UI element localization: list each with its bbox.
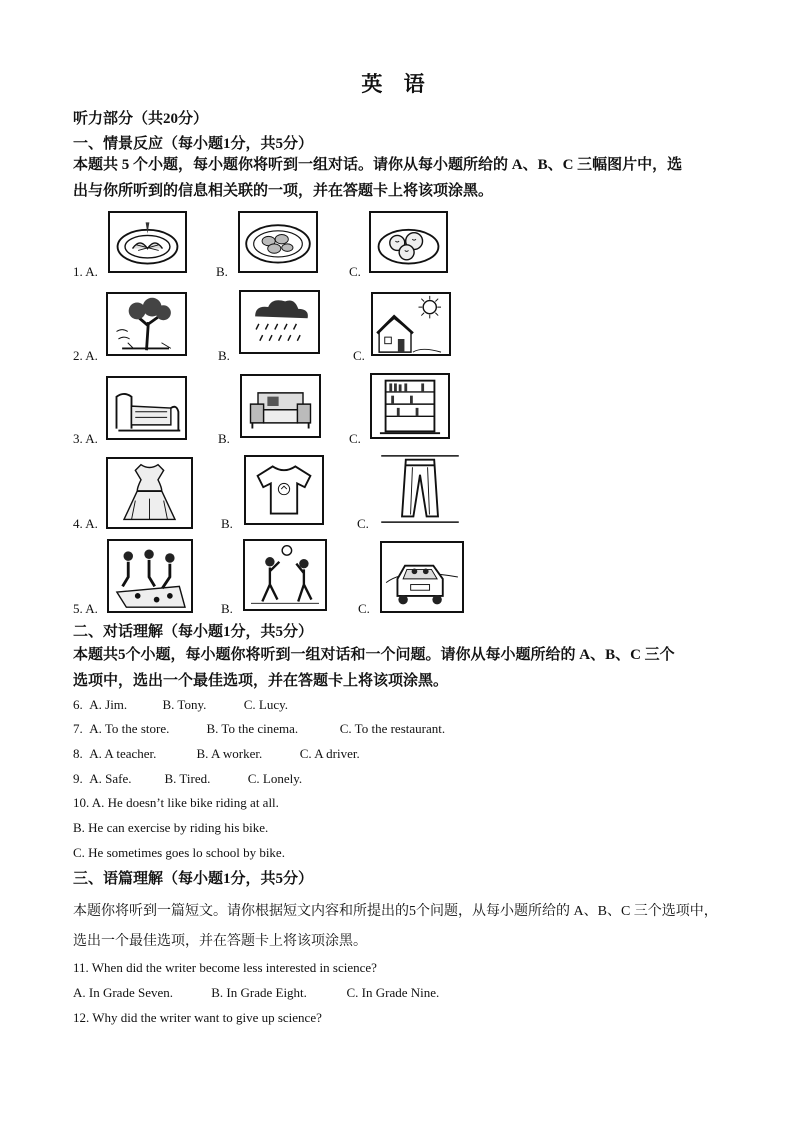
sunny-house-icon: [371, 292, 451, 356]
row5-label-c: C.: [358, 601, 370, 616]
part1-intro-line1: 本题共 5 个小题，每小题你将听到一组对话。请你从每小题所给的 A、B、C 三幅图片中，选: [73, 157, 683, 173]
page-title: 英 语: [361, 72, 433, 96]
row2-label-a: 2. A.: [73, 348, 98, 363]
q8-option-b: B. A worker.: [196, 746, 263, 761]
row4-label-c: C.: [357, 516, 369, 531]
q9-option-a: A. Safe.: [89, 771, 132, 786]
row2-label-b: B.: [218, 348, 230, 363]
part1-intro-line2: 出与你所听到的信息相关联的一项，并在答题卡上将该项涂黑。: [73, 183, 494, 199]
part1-heading: 一、情景反应（每小题1分，共5分）: [73, 136, 314, 152]
part3-intro: [73, 897, 733, 957]
row4-label-b: B.: [221, 516, 233, 531]
question-12: 12. Why did the writer want to give up science?: [73, 1010, 322, 1025]
dress-icon: [106, 457, 193, 529]
part3-intro-line2: 选出一个最佳选项，并在答题卡上将该项涂黑。: [73, 934, 367, 949]
listening-header: 听力部分（共20分）: [73, 111, 209, 127]
q6-option-b: B. Tony.: [162, 697, 207, 712]
trousers-icon: [377, 452, 463, 526]
fried-food-plate-icon: [238, 211, 318, 273]
part2-intro: [73, 642, 733, 694]
part2-heading: 二、对话理解（每小题1分，共5分）: [73, 624, 314, 640]
windy-tree-icon: [106, 292, 187, 356]
question-7: [73, 721, 445, 737]
question-10-a: 10. A. He doesn’t like bike riding at all.: [73, 795, 279, 810]
q11-option-a: A. In Grade Seven.: [73, 985, 173, 1000]
q11-option-c: C. In Grade Nine.: [346, 985, 440, 1000]
rain-cloud-icon: [239, 290, 320, 354]
part3-intro-line1: 本题你将听到一篇短文。请你根据短文内容和所提出的5个问题，从每小题所给的 A、B、C 三个选项中，: [73, 904, 718, 919]
row4-label-a: 4. A.: [73, 516, 98, 531]
row5-label-a: 5. A.: [73, 601, 98, 616]
q8-option-c: C. A driver.: [299, 746, 360, 761]
q7-option-c: C. To the restaurant.: [339, 721, 446, 736]
part2-intro-line1: 本题共5个小题，每小题你将听到一组对话和一个问题。请你从每小题所给的 A、B、C 三个: [73, 647, 675, 663]
part1-intro: [73, 152, 733, 204]
q9-num: 9.: [73, 771, 83, 786]
row1-label-a: 1. A.: [73, 264, 98, 279]
row1-label-c: C.: [349, 264, 361, 279]
row2-label-c: C.: [353, 348, 365, 363]
q8-option-a: A. A teacher.: [89, 746, 157, 761]
row1-label-b: B.: [216, 264, 228, 279]
part3-heading: 三、语篇理解（每小题1分，共5分）: [73, 871, 314, 887]
question-11: 11. When did the writer become less interested in science?: [73, 960, 377, 975]
picnic-icon: [107, 539, 193, 613]
t-shirt-icon: [244, 455, 324, 525]
q6-option-a: A. Jim.: [89, 697, 128, 712]
question-11-options: [73, 985, 439, 1001]
row3-label-b: B.: [218, 431, 230, 446]
dumplings-plate-icon: [108, 211, 187, 273]
question-10-b: B. He can exercise by riding his bike.: [73, 820, 269, 835]
playing-ball-icon: [243, 539, 327, 611]
driving-car-icon: [380, 541, 464, 613]
q6-option-c: C. Lucy.: [243, 697, 289, 712]
q9-option-c: C. Lonely.: [247, 771, 303, 786]
q7-option-a: A. To the store.: [89, 721, 170, 736]
sofa-icon: [240, 374, 321, 438]
steamed-buns-plate-icon: [369, 211, 448, 273]
q8-num: 8.: [73, 746, 83, 761]
q7-option-b: B. To the cinema.: [206, 721, 299, 736]
bed-icon: [106, 376, 187, 440]
q7-num: 7.: [73, 721, 83, 736]
row3-label-c: C.: [349, 431, 361, 446]
q11-option-b: B. In Grade Eight.: [211, 985, 307, 1000]
q9-option-b: B. Tired.: [164, 771, 211, 786]
bookshelf-icon: [370, 373, 450, 439]
row3-label-a: 3. A.: [73, 431, 98, 446]
row5-label-b: B.: [221, 601, 233, 616]
q6-num: 6.: [73, 697, 83, 712]
question-6: [73, 697, 288, 713]
part2-intro-line2: 选项中，选出一个最佳选项，并在答题卡上将该项涂黑。: [73, 673, 449, 689]
question-10-c: C. He sometimes goes lo school by bike.: [73, 845, 285, 860]
question-9: [73, 771, 302, 787]
question-8: [73, 746, 360, 762]
